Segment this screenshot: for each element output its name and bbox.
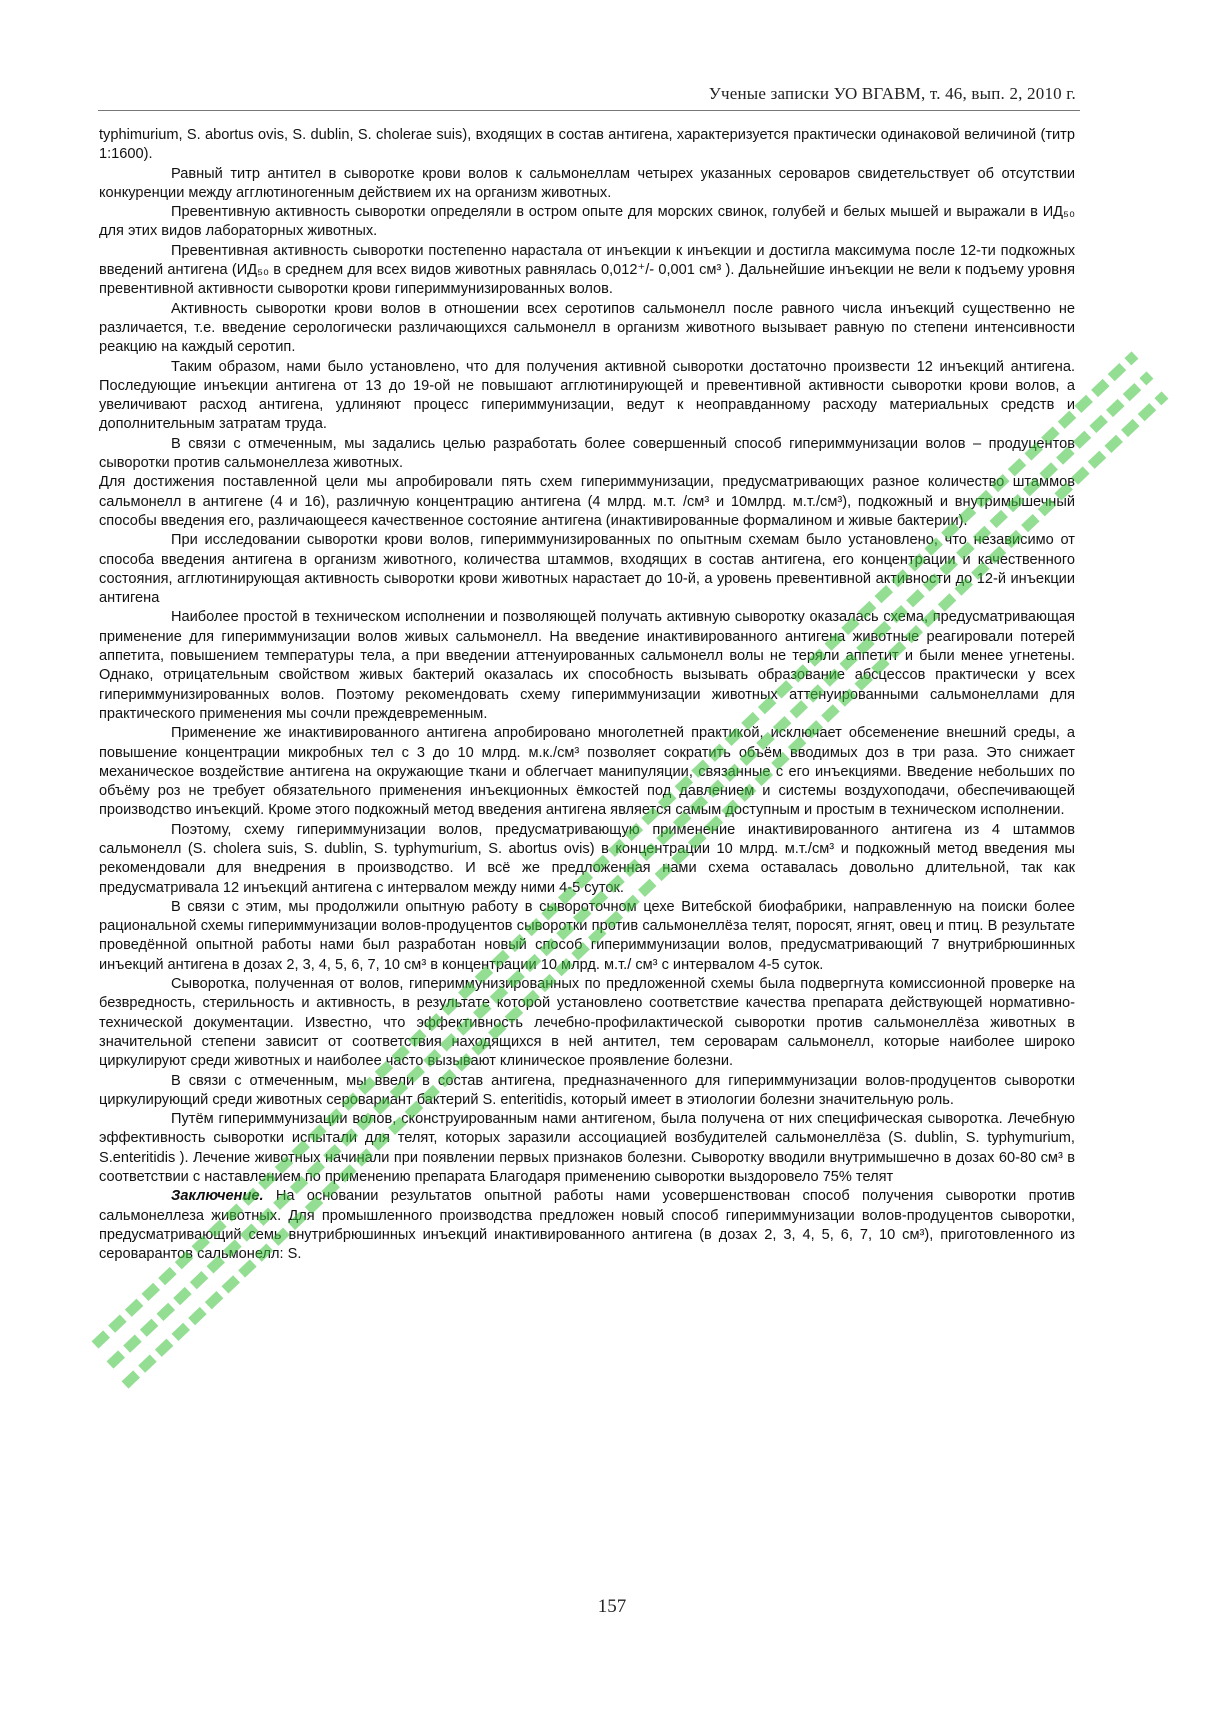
paragraph: Применение же инактивированного антигена апробировано многолетней практикой, исключает обсеменение внешний среды, а повышение концентрации микробных тел с 3 до 10 млрд. м.к./см³ позволяет сократить объём вводимых доз в три раза. Это снижает механическое воздействие антигена на окружающие ткани и облегчает манипуляции, связанные с его инъекциями. Введение небольших по объёму роз не требует обязательного применения инъекционных ёмкостей под давлением и системы воздухоподачи, обеспечивающей производство инъекций. Кроме этого подкожный метод введения антигена является самым доступным и простым в техническом исполнении. (99, 725, 1075, 819)
paragraph: В связи с отмеченным, мы ввели в состав антигена, предназначенного для гипериммунизации волов-продуцентов сыворотки циркулирующий среди животных серовариант бактерий S. enteritidis, который имеет в этиологии болезни значительную роль. (99, 1072, 1075, 1108)
paragraph: Путём гипериммунизации волов, сконструированным нами антигеном, была получена от них специфическая сыворотка. Лечебную эффективность сыворотки испытали для телят, которых заразили ассоциацией возбудителей сальмонеллёза (S. dublin, S. typhymurium, S.enteritidis ). Лечение животных начинали при появлении первых признаков болезни. Сыворотку вводили внутримышечно в дозах 60-80 см³ в соответствии с наставлением по применению препарата Благодаря применению сыворотки выздоровело 75% телят (99, 1111, 1075, 1186)
paragraph: Равный титр антител в сыворотке крови волов к сальмонеллам четырех указанных сероваров свидетельствует об отсутствии конкуренции между агглютиногенным действием их на организм животных. (99, 165, 1075, 201)
paragraph: Наиболее простой в техническом исполнении и позволяющей получать активную сыворотку оказалась схема, предусматривающая применение для гипериммунизации волов живых сальмонелл. На введение инактивированного антигена животные реагировали потерей аппетита, повышением температуры тела, а при введении аттенуированных сальмонелл волы не теряли аппетит и были менее угнетены. Однако, отрицательным свойством живых бактерий оказалась их способность вызывать образование абсцессов практически у всех гипериммунизированных волов. Поэтому рекомендовать схему гипериммунизации животных аттенуированными сальмонеллами для практического применения мы сочли преждевременным. (99, 609, 1075, 722)
paragraph: Для достижения поставленной цели мы апробировали пять схем гипериммунизации, предусматривающих разное количество штаммов сальмонелл в антигене (4 и 16), различную концентрацию антигена (4 млрд. м.т. /см³ и 10млрд. м.т./см³), подкожный и внутримышечный способы введения его, различающееся качественное состояние антигена (инактивированные формалином и живые бактерии). (99, 474, 1075, 529)
paragraph: Таким образом, нами было установлено, что для получения активной сыворотки достаточно произвести 12 инъекций антигена. Последующие инъекции антигена от 13 до 19-ой не повышают агглютинирующей и превентивной активности сыворотки крови волов, а увеличивают расход антигена, удлиняют процесс гипериммунизации, ведут к неоправданному расходу материальных средств и дополнительным затратам труда. (99, 358, 1075, 433)
article-body (99, 126, 1075, 1265)
paragraph: В связи с этим, мы продолжили опытную работу в сывороточном цехе Витебской биофабрики, направленную на поиски более рациональной схемы гипериммунизации волов-продуцентов сыворотки против сальмонеллёза телят, поросят, ягнят, овец и птиц. В результате проведённой опытной работы нами был разработан новый способ гипериммунизации волов, предусматривающий 7 внутрибрюшинных инъекций антигена в дозах 2, 3, 4, 5, 6, 7, 10 см³ в концентрации 10 млрд. м.т./ см³ с интервалом 4-5 суток. (99, 898, 1075, 973)
conclusion-paragraph (99, 1187, 1075, 1264)
paragraph: В связи с отмеченным, мы задались целью разработать более совершенный способ гипериммунизации волов – продуцентов сыворотки против сальмонеллеза животных. (99, 435, 1075, 472)
page-number: 157 (597, 1596, 627, 1617)
conclusion-text: На основании результатов опытной работы нами усовершенствован способ получения сыворотки против сальмонеллеза животных. Для промышленного производства предложен новый способ гипериммунизации волов-продуцентов сыворотки, предусматривающий семь внутрибрюшинных инъекций инактивированного антигена (в дозах 2, 3, 4, 5, 6, 7, 10 см³), приготовленного из сероварантов сальмонелл: S. (99, 1188, 1075, 1263)
paragraph: typhimurium, S. abortus ovis, S. dublin, S. cholerae suis), входящих в состав антигена, характеризуется практически одинаковой величиной (титр 1:1600). (99, 127, 1075, 163)
header-rule (98, 110, 1080, 111)
paragraph: Активность сыворотки крови волов в отношении всех серотипов сальмонелл после равного числа инъекций существенно не различается, т.е. введение серологически различающихся сальмонелл в организм животного вызывает равную по степени интенсивности реакцию на каждый серотип. (99, 300, 1075, 356)
paragraph: Превентивная активность сыворотки постепенно нарастала от инъекции к инъекции и достигла максимума после 12-ти подкожных введений антигена (ИД₅₀ в среднем для всех видов животных равнялась 0,012⁺/- 0,001 см³ ). Дальнейшие инъекции не вели к подъему уровня превентивной активности сыворотки крови гипериммунизированных волов. (99, 242, 1075, 298)
paragraph: Сыворотка, полученная от волов, гипериммунизированных по предложенной схемы была подвергнута комиссионной проверке на безвредность, стерильность и активность, в результате которой установлено соответствие качества препарата действующей нормативно- технической документации. Известно, что эффективность лечебно-профилактической сыворотки против сальмонеллёза животных в значительной степени зависит от соответствия находящихся в ней антител, тем сероварам сальмонелл, которые наиболее широко циркулируют среди животных и наиболее часто вызывают клиническое проявление болезни. (99, 976, 1075, 1070)
conclusion-label: Заключение. (171, 1188, 264, 1205)
paragraph: Поэтому, схему гипериммунизации волов, предусматривающую применение инактивированного антигена из 4 штаммов сальмонелл (S. cholera suis, S. dublin, S. typhymurium, S. abortus ovis) в концентрации 10 млрд. м.т./см³ и подкожный метод введения мы рекомендовали для внедрения в производство. И всё же предложенная нами схема оставалась довольно длительной, так как предусматривала 12 инъекций антигена с интервалом между ними 4-5 суток. (99, 821, 1075, 896)
running-header: Ученые записки УО ВГАВМ, т. 46, вып. 2, 2010 г. (708, 84, 1076, 103)
paragraph: Превентивную активность сыворотки определяли в остром опыте для морских свинок, голубей и белых мышей и выражали в ИД₅₀ для этих видов лабораторных животных. (99, 204, 1075, 240)
paragraph: При исследовании сыворотки крови волов, гипериммунизированных по опытным схемам было установлено, что независимо от способа введения антигена в организм животного, количества штаммов, входящих в состав антигена, его концентрации и качественного состояния, агглютинирующая активность сыворотки крови животных нарастает до 10-й, а уровень превентивной активности до 12-й инъекции антигена (99, 532, 1075, 607)
